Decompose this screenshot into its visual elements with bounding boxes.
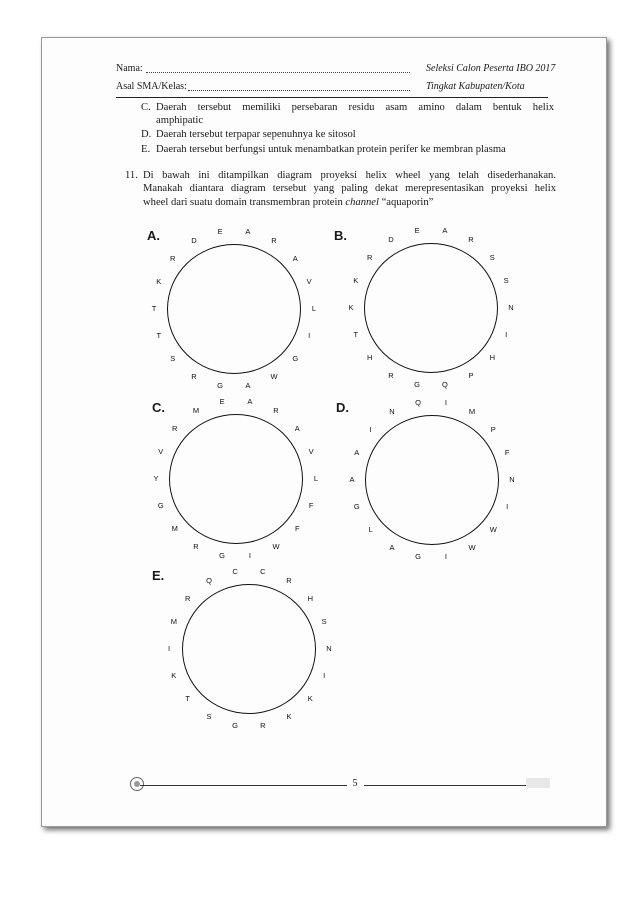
residue-label: R <box>169 253 176 263</box>
wheel-circle <box>182 584 316 714</box>
residue-label: R <box>260 721 266 731</box>
residue-label: E <box>219 396 225 406</box>
residue-label: M <box>170 617 177 627</box>
question-number: 11. <box>125 170 138 181</box>
residue-label: I <box>248 551 251 561</box>
residue-label: L <box>311 304 317 313</box>
residue-label: A <box>389 542 395 552</box>
residue-label: F <box>504 448 510 458</box>
residue-label: D <box>191 236 197 246</box>
residue-label: C <box>260 566 266 576</box>
residue-label: Q <box>206 576 212 586</box>
worksheet-page <box>41 37 607 827</box>
residue-label: H <box>366 353 373 363</box>
question-line-1: Di bawah ini ditampilkan diagram proyeksi helix wheel yang telah disederhanakan. <box>143 170 556 181</box>
residue-label: I <box>444 552 447 562</box>
name-fill-line <box>146 72 410 73</box>
residue-label: N <box>326 644 332 653</box>
residue-label: W <box>489 525 497 535</box>
residue-label: G <box>415 552 422 562</box>
residue-label: W <box>468 542 476 552</box>
option-c-text-cont: amphipatic <box>156 115 204 126</box>
residue-label: K <box>353 276 359 286</box>
residue-label: G <box>232 721 239 731</box>
residue-label: T <box>185 694 190 704</box>
residue-label: T <box>353 329 359 339</box>
residue-label: R <box>273 406 279 416</box>
footer-rule-right <box>364 785 544 786</box>
residue-label: K <box>286 711 292 721</box>
helix-wheel-a <box>147 226 327 391</box>
residue-label: G <box>292 354 299 364</box>
diagram-label-e: E. <box>152 568 165 583</box>
option-d-letter: D. <box>141 129 152 140</box>
residue-label: S <box>503 276 509 286</box>
helix-wheel-e <box>152 568 332 733</box>
diagram-label-d: D. <box>336 400 349 415</box>
residue-label: I <box>167 644 171 653</box>
residue-label: N <box>389 407 395 417</box>
residue-label: L <box>313 474 319 483</box>
residue-label: K <box>307 694 313 704</box>
school-label: Asal SMA/Kelas: <box>116 81 187 92</box>
residue-label: N <box>508 303 514 312</box>
option-e-text: Daerah tersebut berfungsi untuk menambatkan protein perifer ke membran plasma <box>156 144 506 155</box>
residue-label: K <box>348 303 354 312</box>
residue-label: K <box>156 277 162 287</box>
page-number: 5 <box>352 778 358 789</box>
residue-label: C <box>232 566 238 576</box>
footer-rule-left <box>140 785 347 786</box>
residue-label: M <box>171 524 178 534</box>
option-c-text: Daerah tersebut memiliki persebaran residu asam amino dalam bentuk helix <box>156 102 554 113</box>
residue-label: R <box>184 593 191 603</box>
residue-label: I <box>308 330 311 340</box>
residue-label: A <box>245 381 251 391</box>
residue-label: D <box>388 235 394 245</box>
residue-label: G <box>353 501 360 511</box>
residue-label: I <box>506 501 509 511</box>
residue-label: Y <box>153 474 159 483</box>
residue-label: T <box>156 330 162 340</box>
residue-label: G <box>219 551 226 561</box>
helix-wheel-b <box>334 225 514 390</box>
residue-label: P <box>468 370 474 380</box>
residue-label: T <box>151 304 157 313</box>
residue-label: I <box>323 670 326 680</box>
residue-label: K <box>171 670 177 680</box>
residue-label: A <box>349 475 355 484</box>
residue-label: A <box>245 226 251 236</box>
wheel-circle <box>364 243 498 373</box>
option-d-text: Daerah tersebut terpapar sepenuhnya ke sitosol <box>156 129 356 140</box>
residue-label: R <box>286 576 292 586</box>
residue-label: R <box>388 370 394 380</box>
residue-label: Q <box>415 397 422 407</box>
wheel-circle <box>167 244 301 374</box>
residue-label: G <box>217 381 224 391</box>
residue-label: N <box>509 475 515 484</box>
residue-label: R <box>193 541 199 551</box>
question-line-3: wheel dari suatu domain transmembran protein channel “aquaporin” <box>143 197 434 208</box>
residue-label: E <box>414 225 420 235</box>
residue-label: Q <box>441 380 448 390</box>
diagram-label-b: B. <box>334 228 347 243</box>
residue-label: A <box>294 423 300 433</box>
header-rule <box>116 97 548 98</box>
helix-wheel-c <box>152 396 332 565</box>
residue-label: V <box>308 447 314 457</box>
residue-label: I <box>444 397 447 407</box>
residue-label: F <box>294 524 300 534</box>
diagram-label-c: C. <box>152 400 165 415</box>
residue-label: A <box>247 396 253 406</box>
wheel-circle <box>365 415 499 545</box>
residue-label: R <box>468 235 474 245</box>
name-label: Nama: <box>116 63 143 74</box>
school-fill-line <box>188 90 410 91</box>
residue-label: S <box>206 711 212 721</box>
residue-label: R <box>171 423 178 433</box>
residue-label: R <box>271 236 277 246</box>
residue-label: S <box>170 354 176 364</box>
residue-label: H <box>307 593 313 603</box>
residue-label: E <box>217 226 223 236</box>
residue-label: M <box>468 407 476 417</box>
residue-label: R <box>366 252 373 262</box>
watermark-logo-icon <box>526 778 550 788</box>
option-e-letter: E. <box>141 144 151 155</box>
exam-title: Seleksi Calon Peserta IBO 2017 <box>426 63 556 74</box>
wheel-circle <box>169 414 303 544</box>
residue-label: S <box>321 617 327 627</box>
residue-label: V <box>306 277 312 287</box>
helix-wheel-d <box>336 397 516 565</box>
question-line-2: Manakah diantara diagram tersebut yang paling dekat merepresentasikan proyeksi helix <box>143 183 556 194</box>
residue-label: A <box>442 225 448 235</box>
residue-label: L <box>368 525 373 535</box>
residue-label: S <box>489 252 495 262</box>
residue-label: P <box>490 424 496 434</box>
institution-seal-icon <box>130 777 144 791</box>
residue-label: A <box>354 448 360 458</box>
residue-label: A <box>292 253 298 263</box>
residue-label: G <box>157 500 164 510</box>
exam-level: Tingkat Kabupaten/Kota <box>426 81 525 92</box>
residue-label: I <box>369 424 372 434</box>
residue-label: W <box>272 541 280 551</box>
option-c-letter: C. <box>141 102 151 113</box>
diagram-label-a: A. <box>147 228 160 243</box>
residue-label: R <box>191 371 197 381</box>
residue-label: W <box>270 371 278 381</box>
residue-label: V <box>158 447 164 457</box>
residue-label: H <box>489 353 495 363</box>
residue-label: I <box>505 329 508 339</box>
residue-label: F <box>308 500 314 510</box>
residue-label: M <box>192 406 200 416</box>
residue-label: G <box>414 380 421 390</box>
